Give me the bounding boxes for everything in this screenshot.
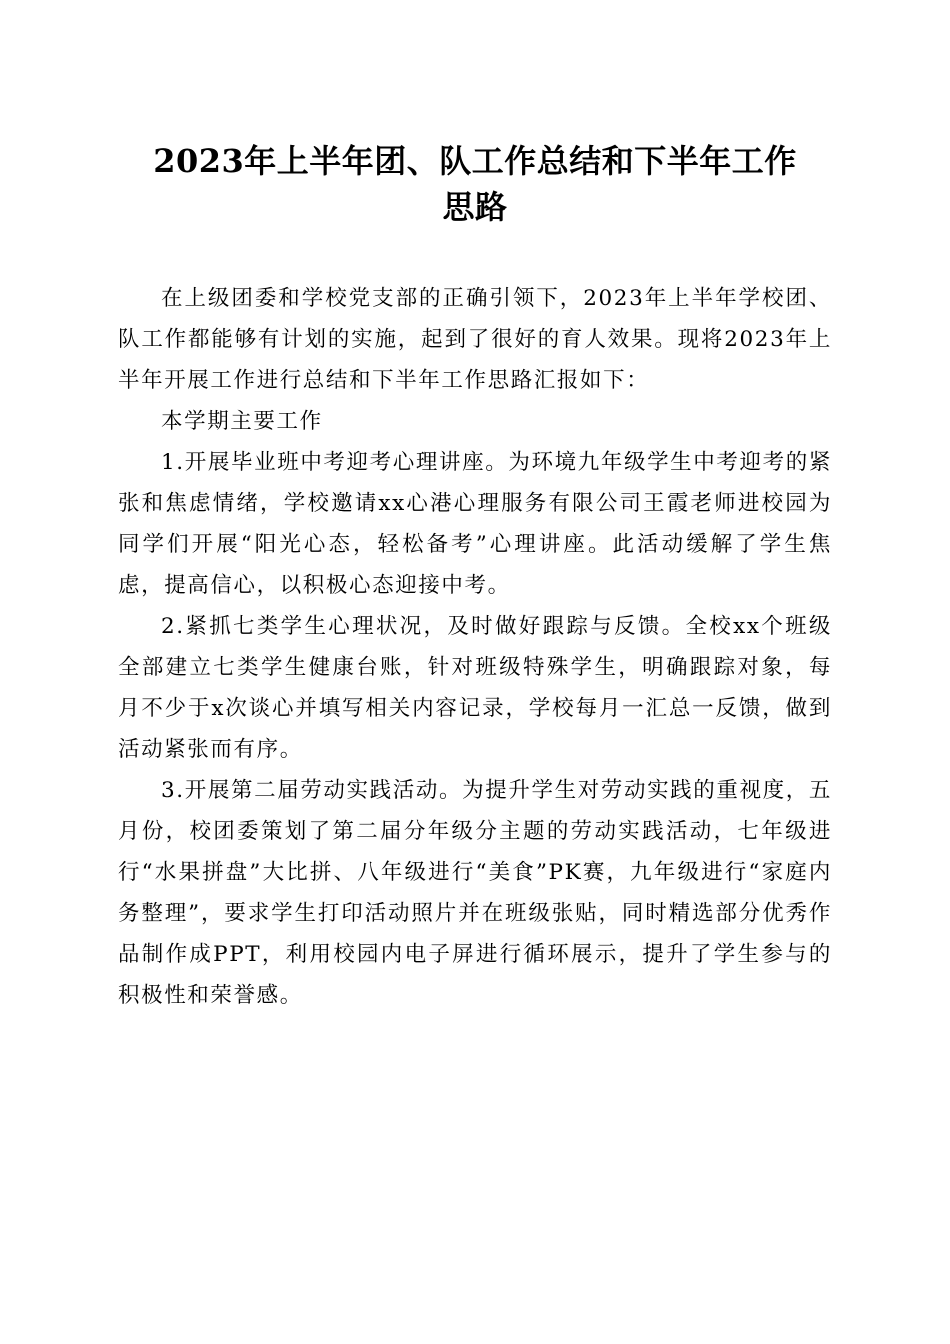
work-item-1-paragraph: 1.开展毕业班中考迎考心理讲座。为环境九年级学生中考迎考的紧张和焦虑情绪，学校邀请xx心港心理服务有限公司王霞老师进校园为同学们开展“阳光心态，轻松备考”心理讲座。此活动缓解了学生焦虑，提高信心，以积极心态迎接中考。 — [118, 450, 832, 598]
section-heading: 本学期主要工作 — [161, 409, 323, 434]
document-body — [118, 278, 832, 1016]
title-line-2: 思路 — [442, 188, 508, 226]
document-title — [118, 138, 832, 230]
work-item-2-paragraph: 2.紧抓七类学生心理状况，及时做好跟踪与反馈。全校xx个班级全部建立七类学生健康台账，针对班级特殊学生，明确跟踪对象，每月不少于x次谈心并填写相关内容记录，学校每月一汇总一反馈，做到活动紧张而有序。 — [118, 614, 832, 762]
work-item-3-paragraph: 3.开展第二届劳动实践活动。为提升学生对劳动实践的重视度，五月份，校团委策划了第二届分年级分主题的劳动实践活动，七年级进行“水果拼盘”大比拼、八年级进行“美食”PK赛，九年级进行“家庭内务整理”，要求学生打印活动照片并在班级张贴，同时精选部分优秀作品制作成PPT，利用校园内电子屏进行循环展示，提升了学生参与的积极性和荣誉感。 — [118, 778, 832, 1008]
intro-paragraph: 在上级团委和学校党支部的正确引领下，2023年上半年学校团、队工作都能够有计划的实施，起到了很好的育人效果。现将2023年上半年开展工作进行总结和下半年工作思路汇报如下： — [118, 286, 832, 393]
title-line-1: 2023年上半年团、队工作总结和下半年工作 — [153, 142, 797, 180]
